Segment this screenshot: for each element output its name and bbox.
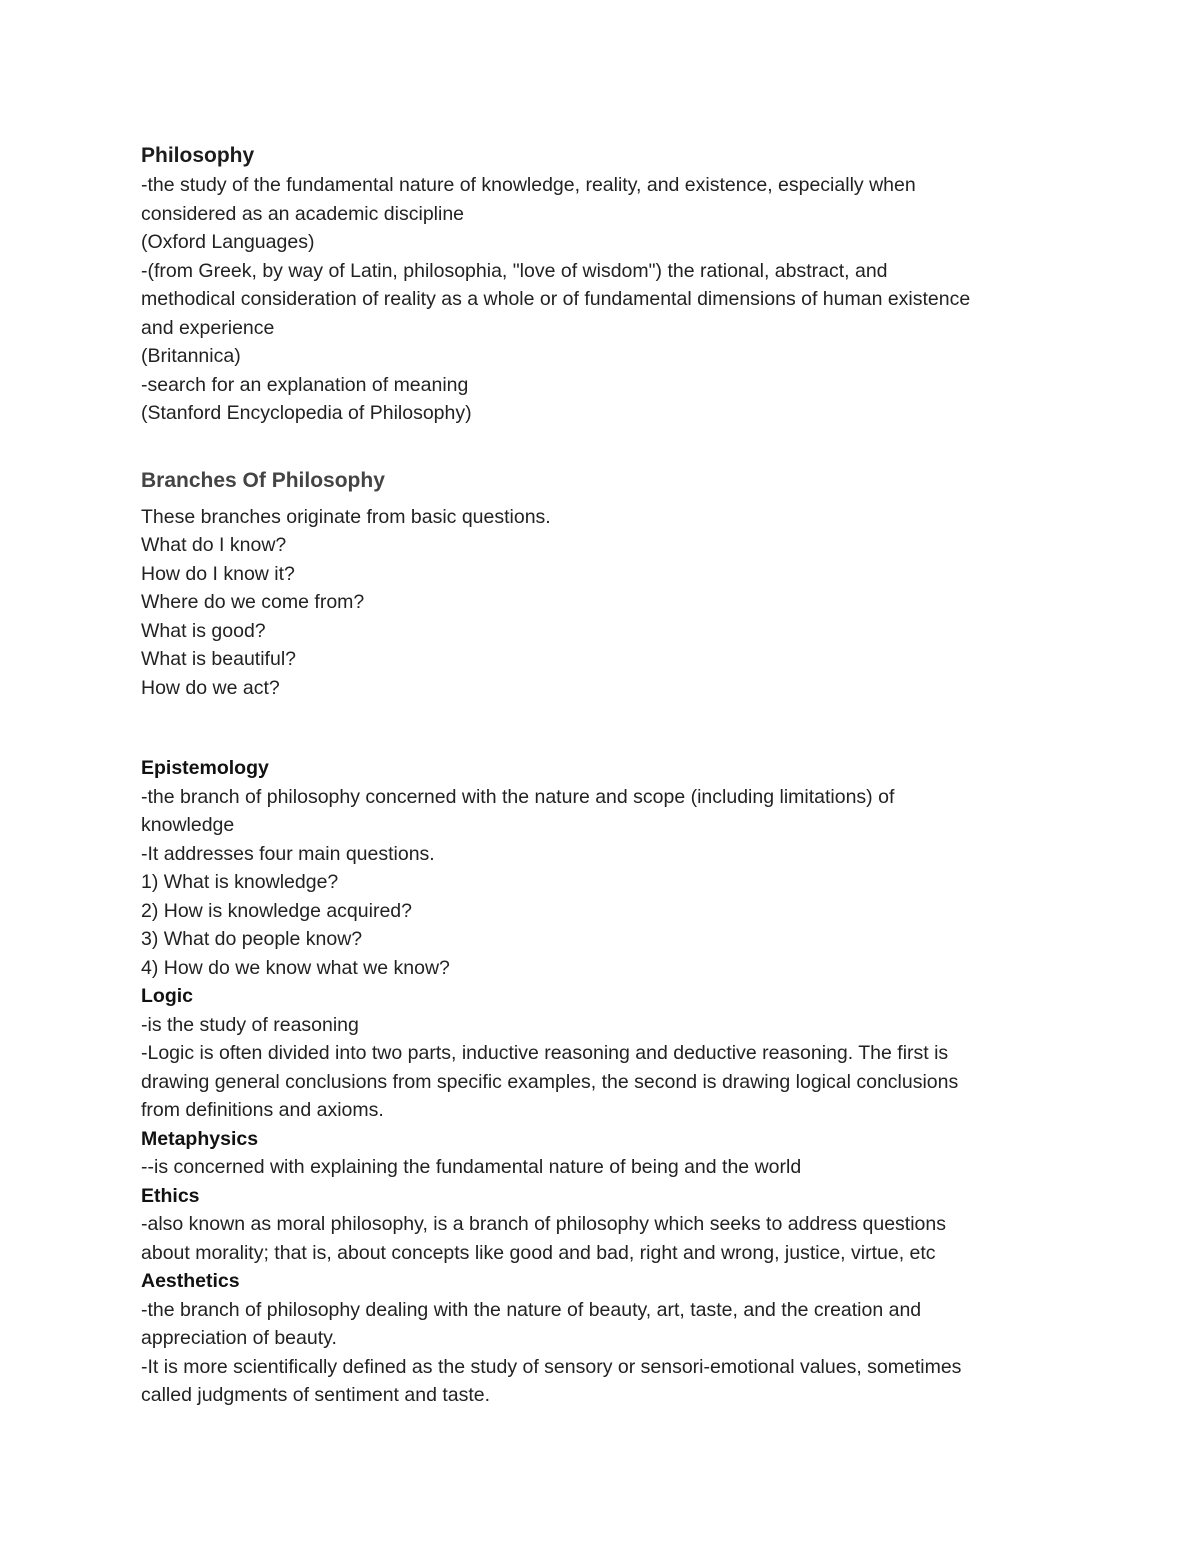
text-line: -It is more scientifically defined as the study of sensory or sensori-emotional values, sometimes xyxy=(141,1355,962,1378)
text-line: called judgments of sentiment and taste. xyxy=(141,1384,491,1406)
text-line: -Logic is often divided into two parts, inductive reasoning and deductive reasoning. The first is xyxy=(141,1042,949,1064)
question-line: What is good? xyxy=(141,619,266,642)
text-line: considered as an academic discipline xyxy=(141,202,465,225)
list-item: 3) What do people know? xyxy=(141,928,363,950)
question-line: What do I know? xyxy=(141,534,287,556)
text-line: -the branch of philosophy dealing with the nature of beauty, art, taste, and the creation and xyxy=(141,1298,922,1321)
source-citation: (Stanford Encyclopedia of Philosophy) xyxy=(141,402,472,424)
text-line: --is concerned with explaining the fundamental nature of being and the world xyxy=(141,1156,802,1178)
question-line: How do I know it? xyxy=(141,562,295,585)
heading-branches: Branches Of Philosophy xyxy=(141,468,385,492)
heading-ethics: Ethics xyxy=(141,1184,200,1207)
text-line: -the branch of philosophy concerned with the nature and scope (including limitations) of xyxy=(141,785,895,808)
question-line: What is beautiful? xyxy=(141,648,297,670)
section-logic xyxy=(141,982,1071,1125)
text-line: -is the study of reasoning xyxy=(141,1013,359,1036)
text-line: -also known as moral philosophy, is a branch of philosophy which seeks to address questions xyxy=(141,1213,946,1235)
heading-philosophy: Philosophy xyxy=(141,144,255,167)
source-citation: (Britannica) xyxy=(141,345,241,367)
question-line: Where do we come from? xyxy=(141,591,365,613)
section-metaphysics xyxy=(141,1125,1071,1182)
text-line: and experience xyxy=(141,316,275,339)
text-line: about morality; that is, about concepts like good and bad, right and wrong, justice, virtue, etc xyxy=(141,1241,936,1264)
text-line: -search for an explanation of meaning xyxy=(141,373,469,396)
text-line: -(from Greek, by way of Latin, philosophia, "love of wisdom") the rational, abstract, and xyxy=(141,259,888,282)
list-item: 4) How do we know what we know? xyxy=(141,956,450,979)
source-citation: (Oxford Languages) xyxy=(141,231,315,253)
heading-metaphysics: Metaphysics xyxy=(141,1127,259,1150)
text-line: drawing general conclusions from specific examples, the second is drawing logical conclusions xyxy=(141,1070,959,1093)
section-epistemology xyxy=(141,754,1071,982)
list-item: 2) How is knowledge acquired? xyxy=(141,899,412,922)
question-line: How do we act? xyxy=(141,676,280,699)
section-aesthetics xyxy=(141,1267,1071,1410)
heading-aesthetics: Aesthetics xyxy=(141,1270,240,1292)
section-branches xyxy=(141,466,1071,703)
text-line: -It addresses four main questions. xyxy=(141,842,435,865)
section-philosophy xyxy=(141,141,1071,428)
list-item: 1) What is knowledge? xyxy=(141,871,339,893)
heading-logic: Logic xyxy=(141,985,193,1007)
document-page xyxy=(141,141,1071,1410)
text-line: knowledge xyxy=(141,814,235,836)
text-line: These branches originate from basic questions. xyxy=(141,505,551,528)
text-line: -the study of the fundamental nature of knowledge, reality, and existence, especially when xyxy=(141,174,916,196)
section-ethics xyxy=(141,1182,1071,1268)
heading-epistemology: Epistemology xyxy=(141,757,269,779)
text-line: methodical consideration of reality as a whole or of fundamental dimensions of human existence xyxy=(141,288,971,310)
text-line: from definitions and axioms. xyxy=(141,1099,384,1121)
text-line: appreciation of beauty. xyxy=(141,1327,337,1349)
